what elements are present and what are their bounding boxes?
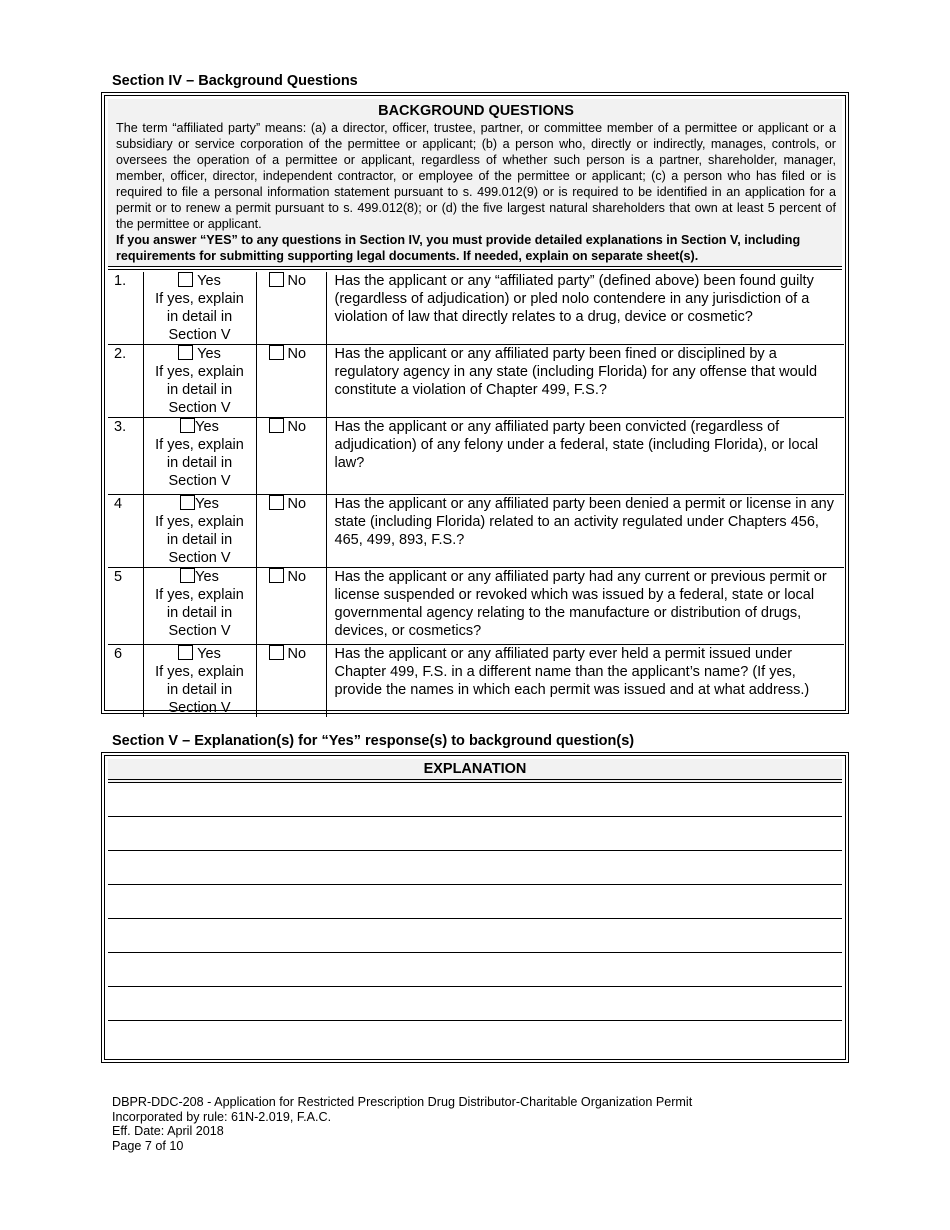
- yes-label: Yes: [197, 273, 221, 289]
- yes-note: in detail in: [166, 605, 233, 621]
- yes-note: in detail in: [166, 455, 233, 471]
- yes-cell: [143, 272, 256, 345]
- no-label: No: [287, 273, 307, 289]
- background-questions-heading: BACKGROUND QUESTIONS: [378, 103, 574, 119]
- yes-label: Yes: [195, 419, 219, 435]
- no-checkbox[interactable]: [269, 495, 284, 510]
- yes-note: If yes, explain: [155, 364, 244, 380]
- yes-note: If yes, explain: [155, 587, 244, 603]
- no-checkbox[interactable]: [269, 345, 284, 360]
- question-row: [108, 495, 844, 568]
- question-text: Has the applicant or any affiliated party ever held a permit issued under Chapter 499, F.S. in a different name than the applicant’s name? (If yes, provide the names in which each permit was issued and at what address.): [326, 645, 844, 718]
- explanation-heading: EXPLANATION: [108, 759, 842, 783]
- question-row: [108, 645, 844, 718]
- question-text: Has the applicant or any affiliated party been fined or disciplined by a regulatory agency in any state (including Florida) for any offense that would constitute a violation of Chapter 499, F.S.?: [326, 345, 844, 418]
- yes-note: in detail in: [166, 682, 233, 698]
- yes-note: If yes, explain: [155, 514, 244, 530]
- yes-cell: [143, 645, 256, 718]
- yes-label: Yes: [197, 346, 221, 362]
- yes-cell: [143, 568, 256, 645]
- explanation-line[interactable]: [108, 919, 842, 953]
- no-label: No: [287, 496, 307, 512]
- question-number: 2.: [108, 345, 143, 418]
- question-number: 5: [108, 568, 143, 645]
- question-text: Has the applicant or any affiliated party had any current or previous permit or license suspended or revoked which was issued by a federal, state or local governmental agency relating to the manufacture or distribution of drugs, devices, or cosmetics?: [326, 568, 844, 645]
- yes-checkbox[interactable]: [178, 345, 193, 360]
- questions-table: [108, 272, 844, 717]
- explanation-line[interactable]: [108, 1021, 842, 1054]
- yes-checkbox[interactable]: [178, 272, 193, 287]
- explanation-line[interactable]: [108, 987, 842, 1021]
- yes-cell: [143, 345, 256, 418]
- yes-note: If yes, explain: [155, 291, 244, 307]
- yes-note: Section V: [168, 400, 231, 416]
- effective-date: Eff. Date: April 2018: [112, 1124, 224, 1138]
- yes-note: Section V: [168, 327, 231, 343]
- background-questions-box: [101, 92, 849, 714]
- question-row: [108, 418, 844, 495]
- page-footer: [112, 1095, 692, 1153]
- no-label: No: [287, 419, 307, 435]
- no-label: No: [287, 346, 307, 362]
- yes-note: If yes, explain: [155, 437, 244, 453]
- question-number: 1.: [108, 272, 143, 345]
- yes-note: in detail in: [166, 382, 233, 398]
- no-cell: [256, 418, 326, 495]
- no-checkbox[interactable]: [269, 418, 284, 433]
- yes-note: Section V: [168, 623, 231, 639]
- explanation-box: [101, 752, 849, 1063]
- no-cell: [256, 568, 326, 645]
- yes-note: Section V: [168, 700, 231, 716]
- yes-checkbox[interactable]: [180, 418, 195, 433]
- question-text: Has the applicant or any affiliated party been denied a permit or license in any state (including Florida) related to an activity regulated under Chapters 456, 465, 499, 893, F.S.?: [326, 495, 844, 568]
- explanation-line[interactable]: [108, 953, 842, 987]
- question-number: 4: [108, 495, 143, 568]
- yes-note: Section V: [168, 550, 231, 566]
- question-number: 3.: [108, 418, 143, 495]
- question-row: [108, 345, 844, 418]
- yes-label: Yes: [197, 646, 221, 662]
- no-cell: [256, 272, 326, 345]
- explanation-line[interactable]: [108, 851, 842, 885]
- question-row: [108, 272, 844, 345]
- rule-reference: Incorporated by rule: 61N-2.019, F.A.C.: [112, 1109, 332, 1124]
- yes-cell: [143, 418, 256, 495]
- question-text: Has the applicant or any “affiliated party” (defined above) been found guilty (regardless of adjudication) or pled nolo contendere in any jurisdiction of a violation of law that directly relates to a drug, device or cosmetic?: [326, 272, 844, 345]
- no-label: No: [287, 646, 307, 662]
- header-divider: [108, 266, 842, 270]
- page-number: Page 7 of 10: [112, 1138, 184, 1153]
- affiliated-party-definition: The term “affiliated party” means: (a) a director, officer, trustee, partner, or committee member of a permittee or applicant or a subsidiary or service corporation of the permittee or applicant; (b) a person who, directly or indirectly, manages, controls, or oversees the operation of a permittee or applicant, regardless of whether such person is a partner, shareholder, manager, member, officer, director, independent contractor, or employee of the permittee or applicant; (c) a person who has filed or is required to file a personal information statement pursuant to s. 499.012(9) or is required to be identified in an application for a permit or to renew a permit pursuant to s. 499.012(8); or (d) the five largest natural shareholders that own at least 5 percent of the permittee or applicant.: [116, 121, 836, 231]
- yes-checkbox[interactable]: [180, 568, 195, 583]
- yes-answer-instruction: If you answer “YES” to any questions in Section IV, you must provide detailed explanations in Section V, including requirements for submitting supporting legal documents. If needed, explain on separate sheet(s).: [116, 233, 801, 263]
- no-cell: [256, 345, 326, 418]
- yes-cell: [143, 495, 256, 568]
- question-row: [108, 568, 844, 645]
- no-cell: [256, 645, 326, 718]
- yes-checkbox[interactable]: [178, 645, 193, 660]
- yes-note: in detail in: [166, 309, 233, 325]
- no-checkbox[interactable]: [269, 645, 284, 660]
- section-5-title: Section V – Explanation(s) for “Yes” response(s) to background question(s): [112, 733, 635, 749]
- no-checkbox[interactable]: [269, 272, 284, 287]
- question-number: 6: [108, 645, 143, 718]
- explanation-line[interactable]: [108, 817, 842, 851]
- background-questions-header: [108, 99, 842, 266]
- question-text: Has the applicant or any affiliated party been convicted (regardless of adjudication) of any felony under a federal, state (including Florida), or local law?: [326, 418, 844, 495]
- yes-checkbox[interactable]: [180, 495, 195, 510]
- yes-note: Section V: [168, 473, 231, 489]
- yes-label: Yes: [195, 496, 219, 512]
- no-cell: [256, 495, 326, 568]
- no-label: No: [287, 569, 307, 585]
- form-title: DBPR-DDC-208 - Application for Restricted Prescription Drug Distributor-Charitable Organization Permit: [112, 1095, 693, 1109]
- yes-note: If yes, explain: [155, 664, 244, 680]
- no-checkbox[interactable]: [269, 568, 284, 583]
- yes-label: Yes: [195, 569, 219, 585]
- explanation-line[interactable]: [108, 885, 842, 919]
- section-4-title: Section IV – Background Questions: [112, 73, 358, 89]
- explanation-line[interactable]: [108, 783, 842, 817]
- yes-note: in detail in: [166, 532, 233, 548]
